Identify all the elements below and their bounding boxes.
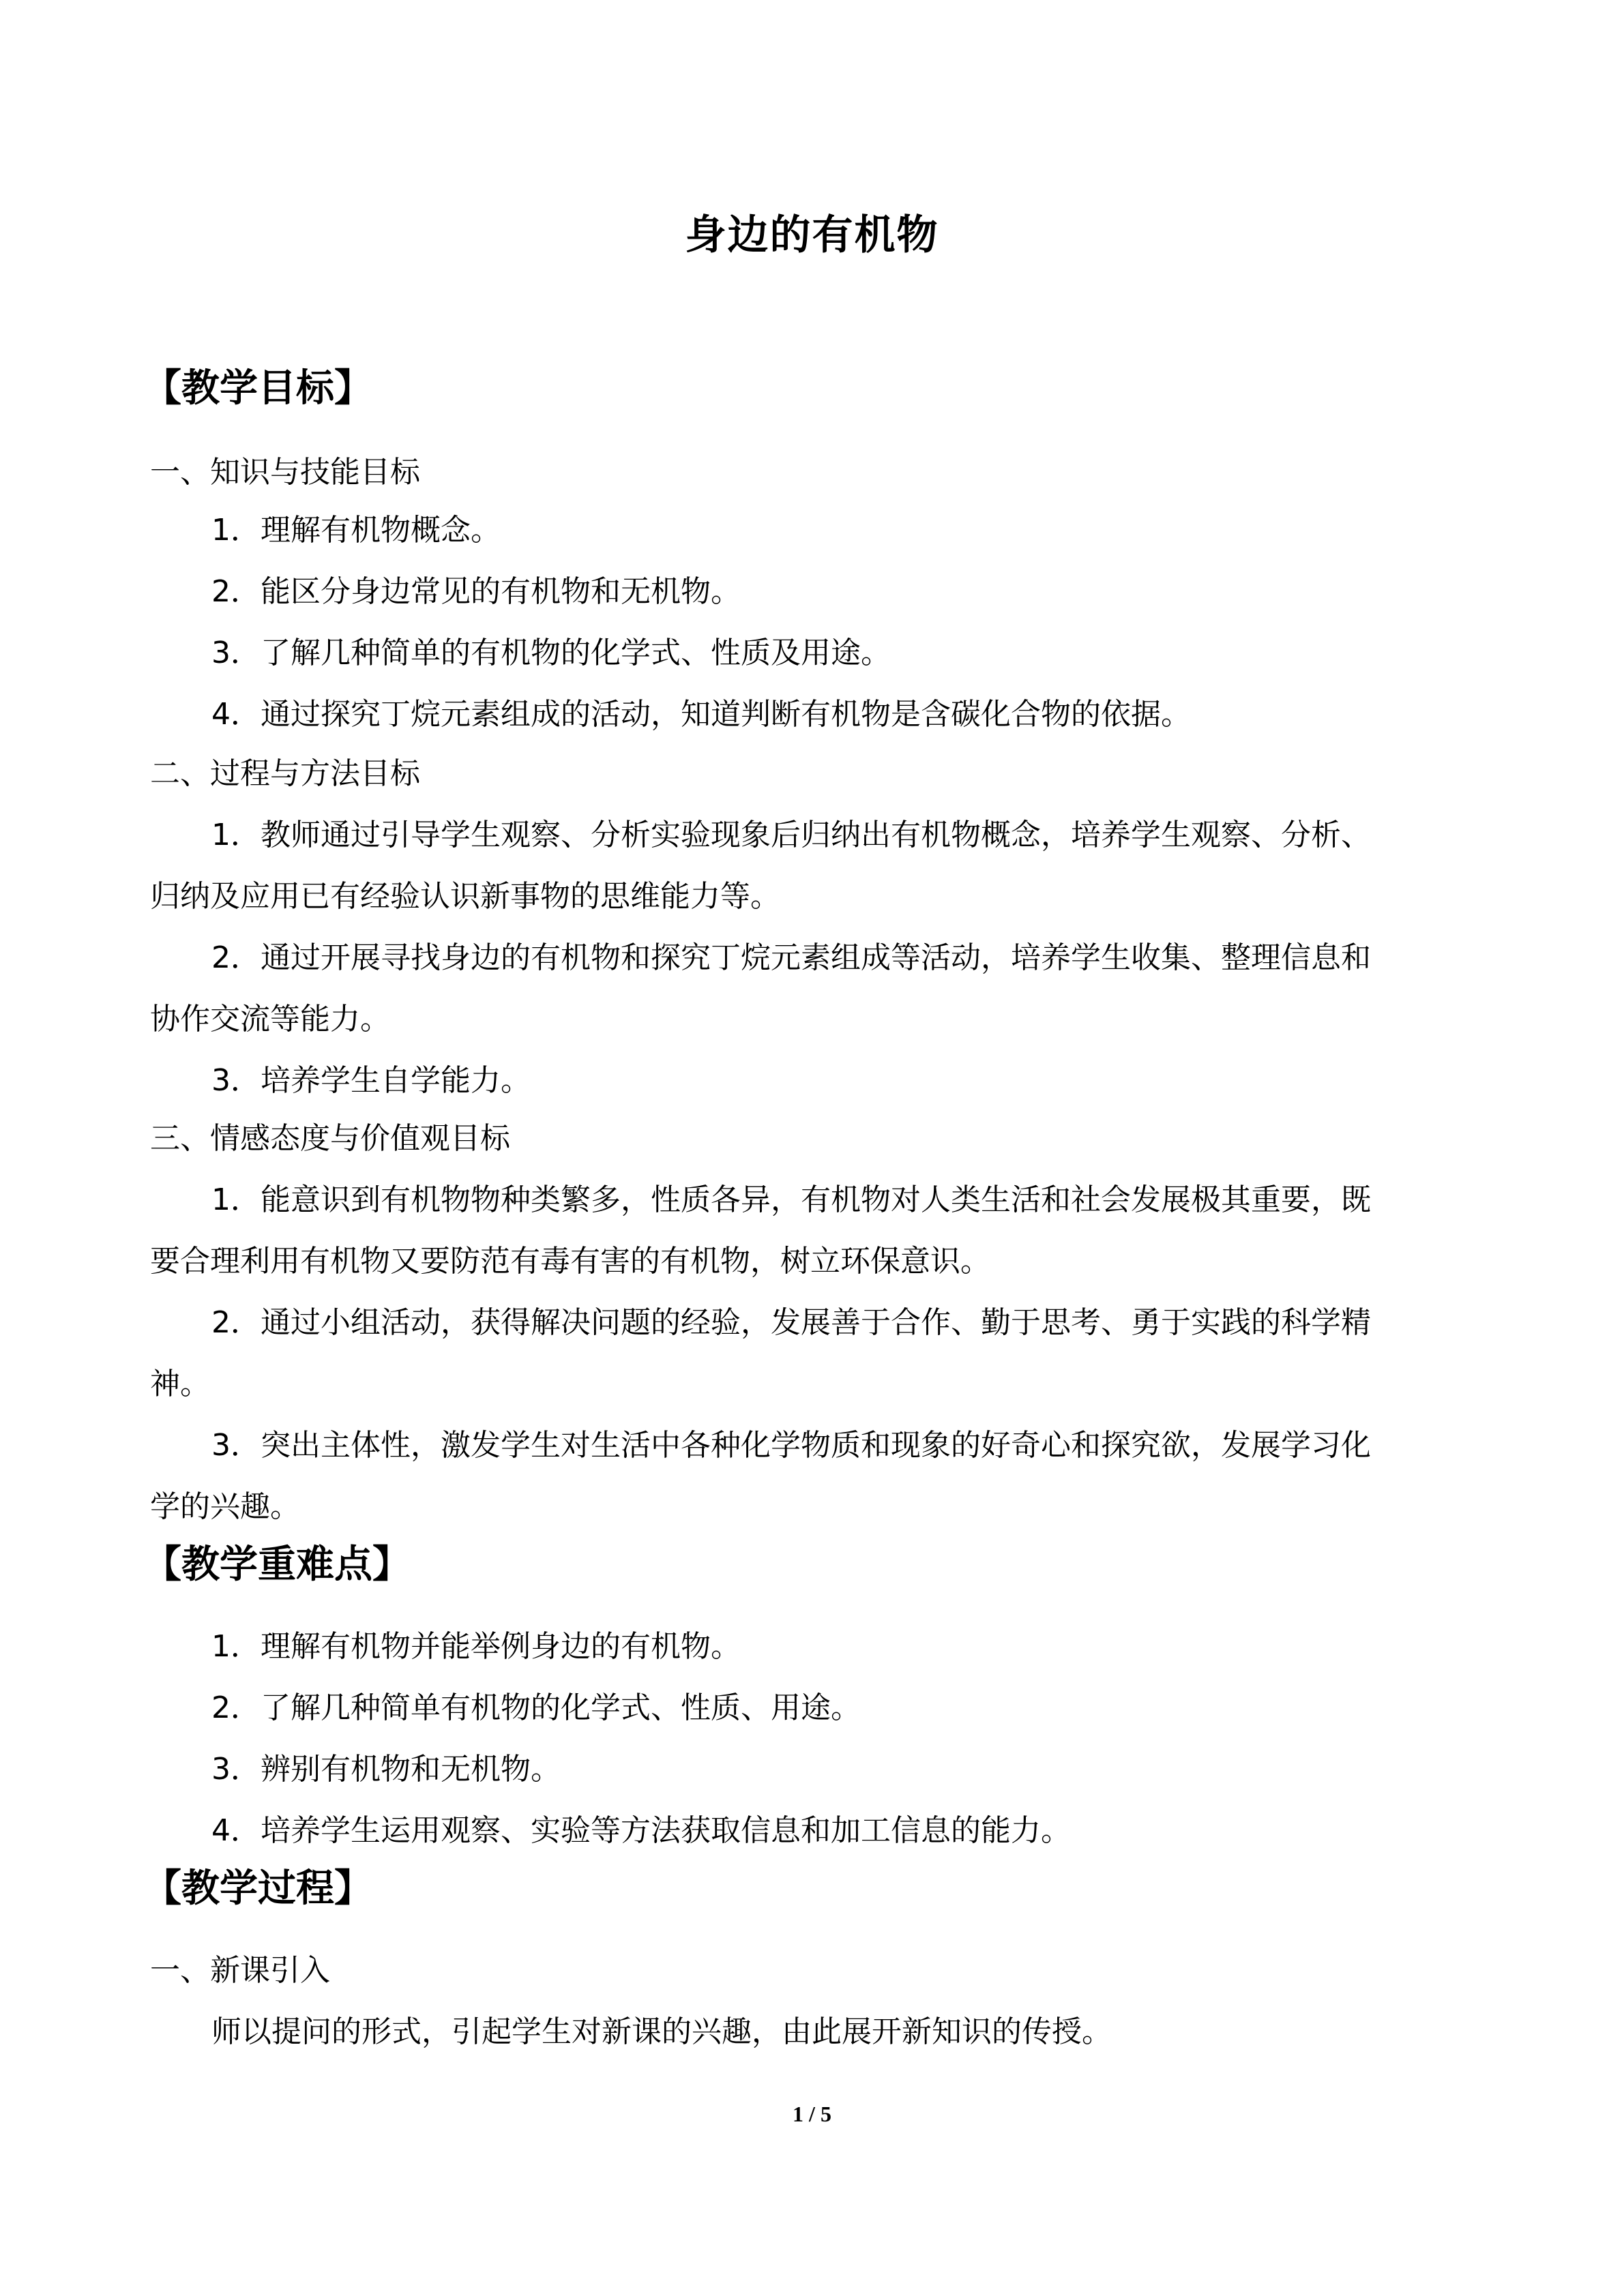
paragraph-line: 协作交流等能力。 bbox=[150, 1002, 390, 1037]
list-item: 3．了解几种简单的有机物的化学式、性质及用途。 bbox=[211, 636, 891, 670]
list-item: 2．能区分身边常见的有机物和无机物。 bbox=[211, 574, 741, 609]
paragraph-line: 归纳及应用已有经验认识新事物的思维能力等。 bbox=[150, 879, 780, 914]
list-item: 3．辨别有机物和无机物。 bbox=[211, 1752, 561, 1787]
paragraph-line: 要合理利用有机物又要防范有毒有害的有机物，树立环保意识。 bbox=[150, 1244, 990, 1279]
paragraph-line: 2．通过开展寻找身边的有机物和探究丁烷元素组成等活动，培养学生收集、整理信息和 bbox=[211, 940, 1371, 975]
page-number: 1 / 5 bbox=[793, 2102, 831, 2126]
paragraph-line: 师以提问的形式，引起学生对新课的兴趣，由此展开新知识的传授。 bbox=[211, 2014, 1112, 2049]
subsection-title-introduction: 一、新课引入 bbox=[150, 1953, 330, 1988]
list-item: 4．通过探究丁烷元素组成的活动，知道判断有机物是含碳化合物的依据。 bbox=[211, 697, 1191, 732]
paragraph-line: 3．突出主体性，激发学生对生活中各种化学物质和现象的好奇心和探究欲，发展学习化 bbox=[211, 1428, 1371, 1463]
paragraph-line: 学的兴趣。 bbox=[150, 1489, 300, 1524]
paragraph-line: 1．能意识到有机物物种类繁多，性质各异，有机物对人类生活和社会发展极其重要，既 bbox=[211, 1182, 1371, 1217]
subsection-title-attitude-values: 三、情感态度与价值观目标 bbox=[150, 1121, 510, 1156]
paragraph-line: 1．教师通过引导学生观察、分析实验现象后归纳出有机物概念，培养学生观察、分析、 bbox=[211, 818, 1371, 852]
section-heading-key-points: 【教学重难点】 bbox=[143, 1542, 411, 1587]
paragraph-line: 神。 bbox=[150, 1367, 210, 1401]
list-item: 4．培养学生运用观察、实验等方法获取信息和加工信息的能力。 bbox=[211, 1813, 1071, 1848]
list-item: 2．了解几种简单有机物的化学式、性质、用途。 bbox=[211, 1690, 861, 1725]
document-title: 身边的有机物 bbox=[685, 211, 939, 259]
paragraph-line: 3．培养学生自学能力。 bbox=[211, 1063, 531, 1098]
section-heading-process: 【教学过程】 bbox=[143, 1866, 372, 1911]
section-heading-objectives: 【教学目标】 bbox=[143, 366, 372, 411]
subsection-title-process-method: 二、过程与方法目标 bbox=[150, 756, 420, 791]
list-item: 1．理解有机物并能举例身边的有机物。 bbox=[211, 1629, 741, 1664]
paragraph-line: 2．通过小组活动，获得解决问题的经验，发展善于合作、勤于思考、勇于实践的科学精 bbox=[211, 1305, 1371, 1340]
subsection-title-knowledge-skills: 一、知识与技能目标 bbox=[150, 455, 420, 490]
list-item: 1．理解有机物概念。 bbox=[211, 513, 501, 548]
